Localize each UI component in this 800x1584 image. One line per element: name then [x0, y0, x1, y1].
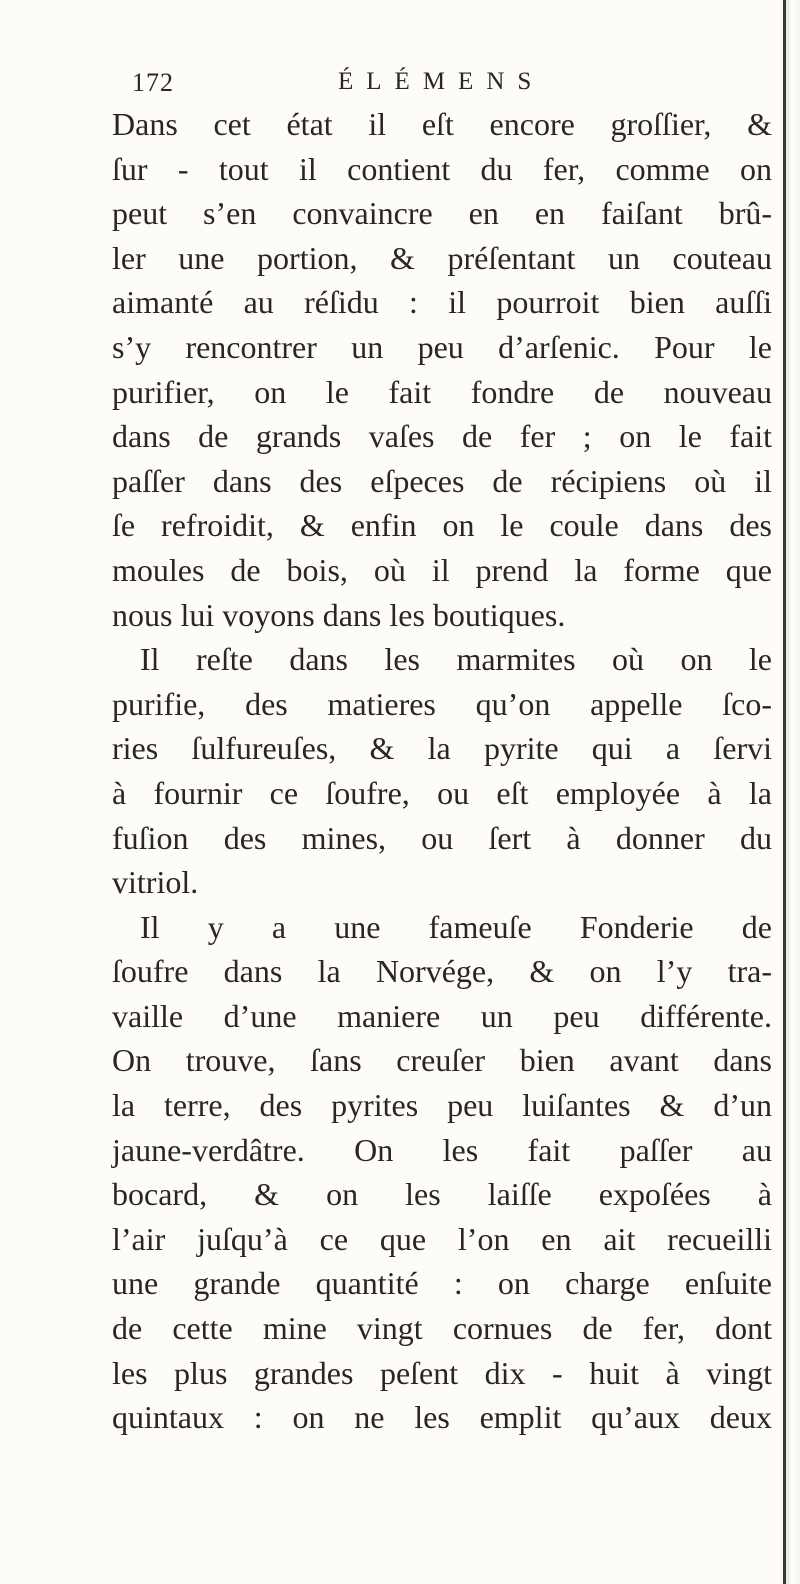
text-line: paſſer dans des eſpeces de récipiens où il — [112, 462, 772, 499]
text-line: s’y rencontrer un peu d’arſenic. Pour le — [112, 328, 772, 365]
text-line: purifier, on le fait fondre de nouveau — [112, 373, 772, 410]
text-line: l’air juſqu’à ce que l’on en ait recueilli — [112, 1220, 772, 1257]
text-line: On trouve, ſans creuſer bien avant dans — [112, 1042, 772, 1079]
text-line: purifie, des matieres qu’on appelle ſco- — [112, 685, 772, 722]
binding-edge — [783, 0, 786, 1584]
text-line: fuſion des mines, ou ſert à donner du — [112, 819, 772, 856]
text-line: bocard, & on les laiſſe expoſées à — [112, 1176, 772, 1213]
text-line: jaune-verdâtre. On les fait paſſer au — [112, 1131, 772, 1168]
paragraph-start-line: Il reſte dans les marmites où on le — [140, 641, 772, 678]
text-line: vitriol. — [112, 864, 199, 901]
text-line: aimanté au réſidu : il pourroit bien auſſi — [112, 284, 772, 321]
text-line: ler une portion, & préſentant un couteau — [112, 239, 772, 276]
text-line: la terre, des pyrites peu luiſantes & d’un — [112, 1087, 772, 1124]
text-line: une grande quantité : on charge enſuite — [112, 1265, 772, 1302]
text-line: vaille d’une maniere un peu différente. — [112, 997, 772, 1034]
text-line: ſur - tout il contient du fer, comme on — [112, 150, 772, 187]
text-line: ſoufre dans la Norvége, & on l’y tra- — [112, 953, 772, 990]
text-line: ſe refroidit, & enfin on le coule dans des — [112, 507, 772, 544]
text-line: Dans cet état il eſt encore groſſier, & — [112, 106, 772, 142]
text-line: ries ſulfureuſes, & la pyrite qui a ſervi — [112, 730, 772, 767]
paragraph-start-line: Il y a une fameuſe Fonderie de — [140, 908, 772, 945]
page-number: 172 — [132, 68, 174, 97]
text-line: peut s’en convaincre en en faiſant brû- — [112, 195, 772, 232]
text-line: de cette mine vingt cornues de fer, dont — [112, 1310, 772, 1347]
text-line: les plus grandes peſent dix - huit à vingt — [112, 1354, 772, 1391]
text-line: nous lui voyons dans les boutiques. — [112, 596, 566, 633]
text-line: à fournir ce ſoufre, ou eſt employée à la — [112, 774, 772, 811]
text-line: moules de bois, où il prend la forme que — [112, 551, 772, 588]
text-line: quintaux : on ne les emplit qu’aux deux — [112, 1399, 772, 1436]
body-text — [112, 102, 772, 1440]
text-line: dans de grands vaſes de fer ; on le fait — [112, 418, 772, 455]
running-title: ÉLÉMENS — [338, 68, 545, 95]
